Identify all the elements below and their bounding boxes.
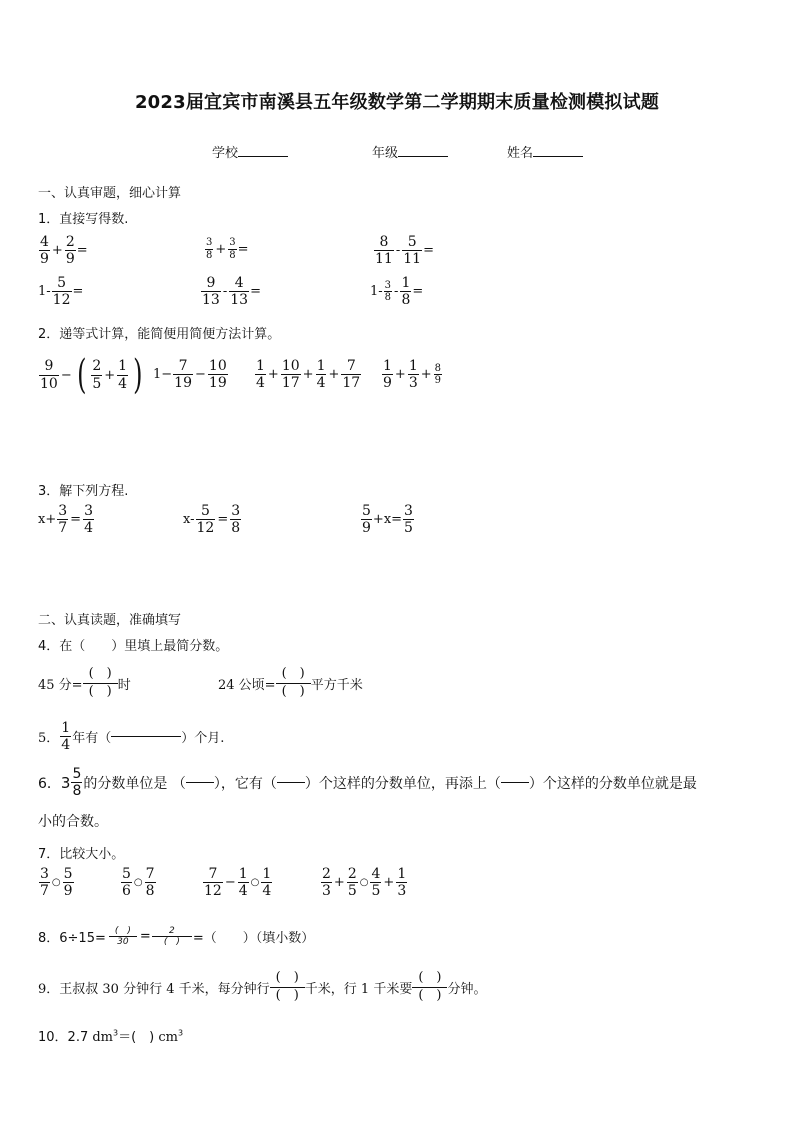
fraction: $\frac{3}{8}$ <box>206 237 213 261</box>
fraction: $\frac{1}{8}$ <box>401 275 411 309</box>
q2-expr-1: $\frac{9}{10}$ − ( $\frac{2}{5}$ + $\frac{1}{4}$ ) <box>40 352 143 398</box>
fraction: $\frac{3}{4}$ <box>84 503 93 537</box>
fraction: $\frac{2}{5}$ <box>92 358 102 392</box>
compare-circle[interactable]: ○ <box>51 877 61 889</box>
compare-circle[interactable]: ○ <box>250 877 260 889</box>
q1-expr-6: 1- $\frac{3}{8}$ - $\frac{1}{8}$ = <box>370 275 424 309</box>
fraction: $\frac{5}{8}$ <box>72 766 82 800</box>
fraction: $\frac{8}{11}$ <box>375 234 393 268</box>
question-7-label: 7．比较大小。 <box>38 847 125 862</box>
fraction: $\frac{3}{8}$ <box>229 237 236 261</box>
fraction: $\frac{5}{12}$ <box>196 503 215 537</box>
fraction: $\frac{5}{11}$ <box>403 234 422 268</box>
fraction: $\frac{1}{3}$ <box>397 866 407 900</box>
fraction: $\frac{1}{4}$ <box>118 358 128 392</box>
question-1-label: 1．直接写得数. <box>38 212 129 227</box>
fraction: $\frac{5}{9}$ <box>63 866 73 900</box>
fraction: $\frac{4}{5}$ <box>371 866 381 900</box>
q3-equation-1: x+ $\frac{3}{7}$ = $\frac{3}{4}$ <box>38 503 93 537</box>
q7-compare-1 <box>38 866 75 899</box>
name-blank[interactable] <box>533 156 583 157</box>
question-6-line-2: 小的合数。 <box>38 814 108 830</box>
page-title: 2023届宜宾市南溪县五年级数学第二学期期末质量检测模拟试题 <box>134 92 660 113</box>
fraction: $\frac{3}{7}$ <box>58 503 68 537</box>
fraction: $\frac{1}{3}$ <box>408 358 418 392</box>
fraction: $\frac{7}{19}$ <box>174 358 192 392</box>
fraction: $\frac{2}{9}$ <box>65 234 75 268</box>
fraction: $\frac{2}{5}$ <box>347 866 357 900</box>
q1-expr-3: $\frac{8}{11}$ - $\frac{5}{11}$ = <box>375 234 434 268</box>
fraction: $\frac{3}{7}$ <box>40 866 49 900</box>
q4-item-1: 45 分= ( ) ( ) 时 <box>38 666 131 699</box>
grade-blank[interactable] <box>398 156 448 157</box>
answer-blank[interactable] <box>111 736 181 737</box>
fraction: $\frac{10}{17}$ <box>281 358 300 392</box>
answer-blank[interactable]: ＝( ) <box>118 1030 155 1045</box>
q3-equation-2: x- $\frac{5}{12}$ = $\frac{3}{8}$ <box>183 503 241 537</box>
fraction: $\frac{4}{13}$ <box>230 275 249 309</box>
fraction: $\frac{9}{13}$ <box>202 275 220 309</box>
right-paren: ) <box>133 352 143 398</box>
left-paren: ( <box>76 352 87 398</box>
fraction: $\frac{1}{4}$ <box>61 720 71 754</box>
question-5: 5． $\frac{1}{4}$ 年有（ ）个月. <box>38 720 225 754</box>
q7-compare-2 <box>120 866 157 899</box>
q2-expr-2: 1− $\frac{7}{19}$ − $\frac{10}{19}$ <box>153 358 227 392</box>
fraction: $\frac{8}{9}$ <box>434 362 442 387</box>
fraction: $\frac{2}{3}$ <box>322 866 331 900</box>
q7-compare-4: $\frac{2}{3}$ + $\frac{2}{5}$ ○ $\frac{4}{5}$ + $\frac{1}{3}$ <box>322 866 407 900</box>
question-3-label: 3．解下列方程. <box>38 484 129 499</box>
q1-expr-4: 1- $\frac{5}{12}$ = <box>38 275 84 309</box>
school-label: 学校 <box>212 146 239 161</box>
q1-expr-1: $\frac{4}{9}$ + $\frac{2}{9}$ = <box>40 234 88 268</box>
answer-fraction[interactable]: $\frac{2}{( )}$ <box>152 926 192 948</box>
fraction: $\frac{1}{4}$ <box>262 866 272 900</box>
question-4-label: 4．在（ ）里填上最简分数。 <box>38 639 229 654</box>
q1-expr-5: $\frac{9}{13}$ - $\frac{4}{13}$ = <box>202 275 261 309</box>
q7-compare-3: $\frac{7}{12}$ − $\frac{1}{4}$ ○ $\frac{1}{4}$ <box>204 866 272 900</box>
section-heading-1: 一、认真审题，细心计算 <box>38 186 182 201</box>
answer-fraction[interactable]: ( ) ( ) <box>412 970 447 1005</box>
fraction: $\frac{5}{6}$ <box>122 866 131 900</box>
question-9: 9．王叔叔 30 分钟行 4 千米，每分钟行 ( ) ( ) 千米，行 1 千米要 ( ) ( ) 分钟。 <box>38 970 487 1003</box>
fraction: $\frac{7}{17}$ <box>342 358 361 392</box>
answer-blank[interactable] <box>186 782 214 783</box>
question-10: 10．2.7 $dm^3=$( ) $cm^3$ <box>38 1028 184 1045</box>
q1-expr-2: $\frac{3}{8}$ + $\frac{3}{8}$ = <box>206 237 249 261</box>
fraction: $\frac{5}{9}$ <box>362 503 371 537</box>
q4-item-2: 24 公顷= ( ) ( ) 平方千米 <box>218 666 363 699</box>
name-label: 姓名 <box>507 146 534 161</box>
grade-field[interactable] <box>372 142 448 161</box>
fraction: $\frac{9}{10}$ <box>40 358 58 392</box>
fraction: $\frac{7}{12}$ <box>204 866 222 900</box>
fraction: $\frac{1}{4}$ <box>238 866 248 900</box>
fraction: $\frac{1}{4}$ <box>316 358 326 392</box>
answer-fraction[interactable]: ( ) ( ) <box>270 970 305 1005</box>
question-8: 8．6÷15= $\frac{( )}{30}$ = $\frac{2}{( )}$ =（ ）（填小数） <box>38 926 315 948</box>
q2-expr-3: $\frac{1}{4}$ + $\frac{10}{17}$ + $\frac{1}{4}$ + $\frac{7}{17}$ <box>256 358 361 392</box>
fraction: $\frac{1}{4}$ <box>256 358 265 392</box>
compare-circle[interactable]: ○ <box>133 877 143 889</box>
school-field[interactable] <box>212 142 288 161</box>
q2-expr-4: $\frac{1}{9}$ + $\frac{1}{3}$ + $\frac{8}{9}$ <box>383 358 442 392</box>
name-field[interactable] <box>507 142 583 161</box>
question-6: 6． 3 $\frac{5}{8}$ 的分数单位是 （ ），它有（ ）个这样的分数单位，再添上（ ）个这样的分数单位就是最 <box>38 766 697 800</box>
q3-equation-3: $\frac{5}{9}$ +x= $\frac{3}{5}$ <box>362 503 413 537</box>
grade-label: 年级 <box>372 146 399 161</box>
compare-circle[interactable]: ○ <box>359 877 369 889</box>
answer-fraction[interactable]: $\frac{( )}{30}$ <box>107 926 139 948</box>
answer-fraction[interactable]: ( ) ( ) <box>276 666 311 701</box>
answer-fraction[interactable]: ( ) ( ) <box>83 666 118 701</box>
answer-blank[interactable] <box>277 782 305 783</box>
answer-blank[interactable] <box>501 782 529 783</box>
fraction: $\frac{1}{9}$ <box>383 358 392 392</box>
fraction: $\frac{3}{5}$ <box>404 503 413 537</box>
fraction: $\frac{5}{12}$ <box>52 275 71 309</box>
fraction: $\frac{3}{8}$ <box>231 503 241 537</box>
fraction: $\frac{3}{8}$ <box>384 279 392 304</box>
question-2-label: 2．递等式计算，能简便用简便方法计算。 <box>38 327 281 342</box>
school-blank[interactable] <box>238 156 288 157</box>
section-heading-2: 二、认真读题，准确填写 <box>38 613 182 628</box>
fraction: $\frac{10}{19}$ <box>208 358 227 392</box>
fraction: $\frac{7}{8}$ <box>145 866 155 900</box>
fraction: $\frac{4}{9}$ <box>40 234 49 268</box>
